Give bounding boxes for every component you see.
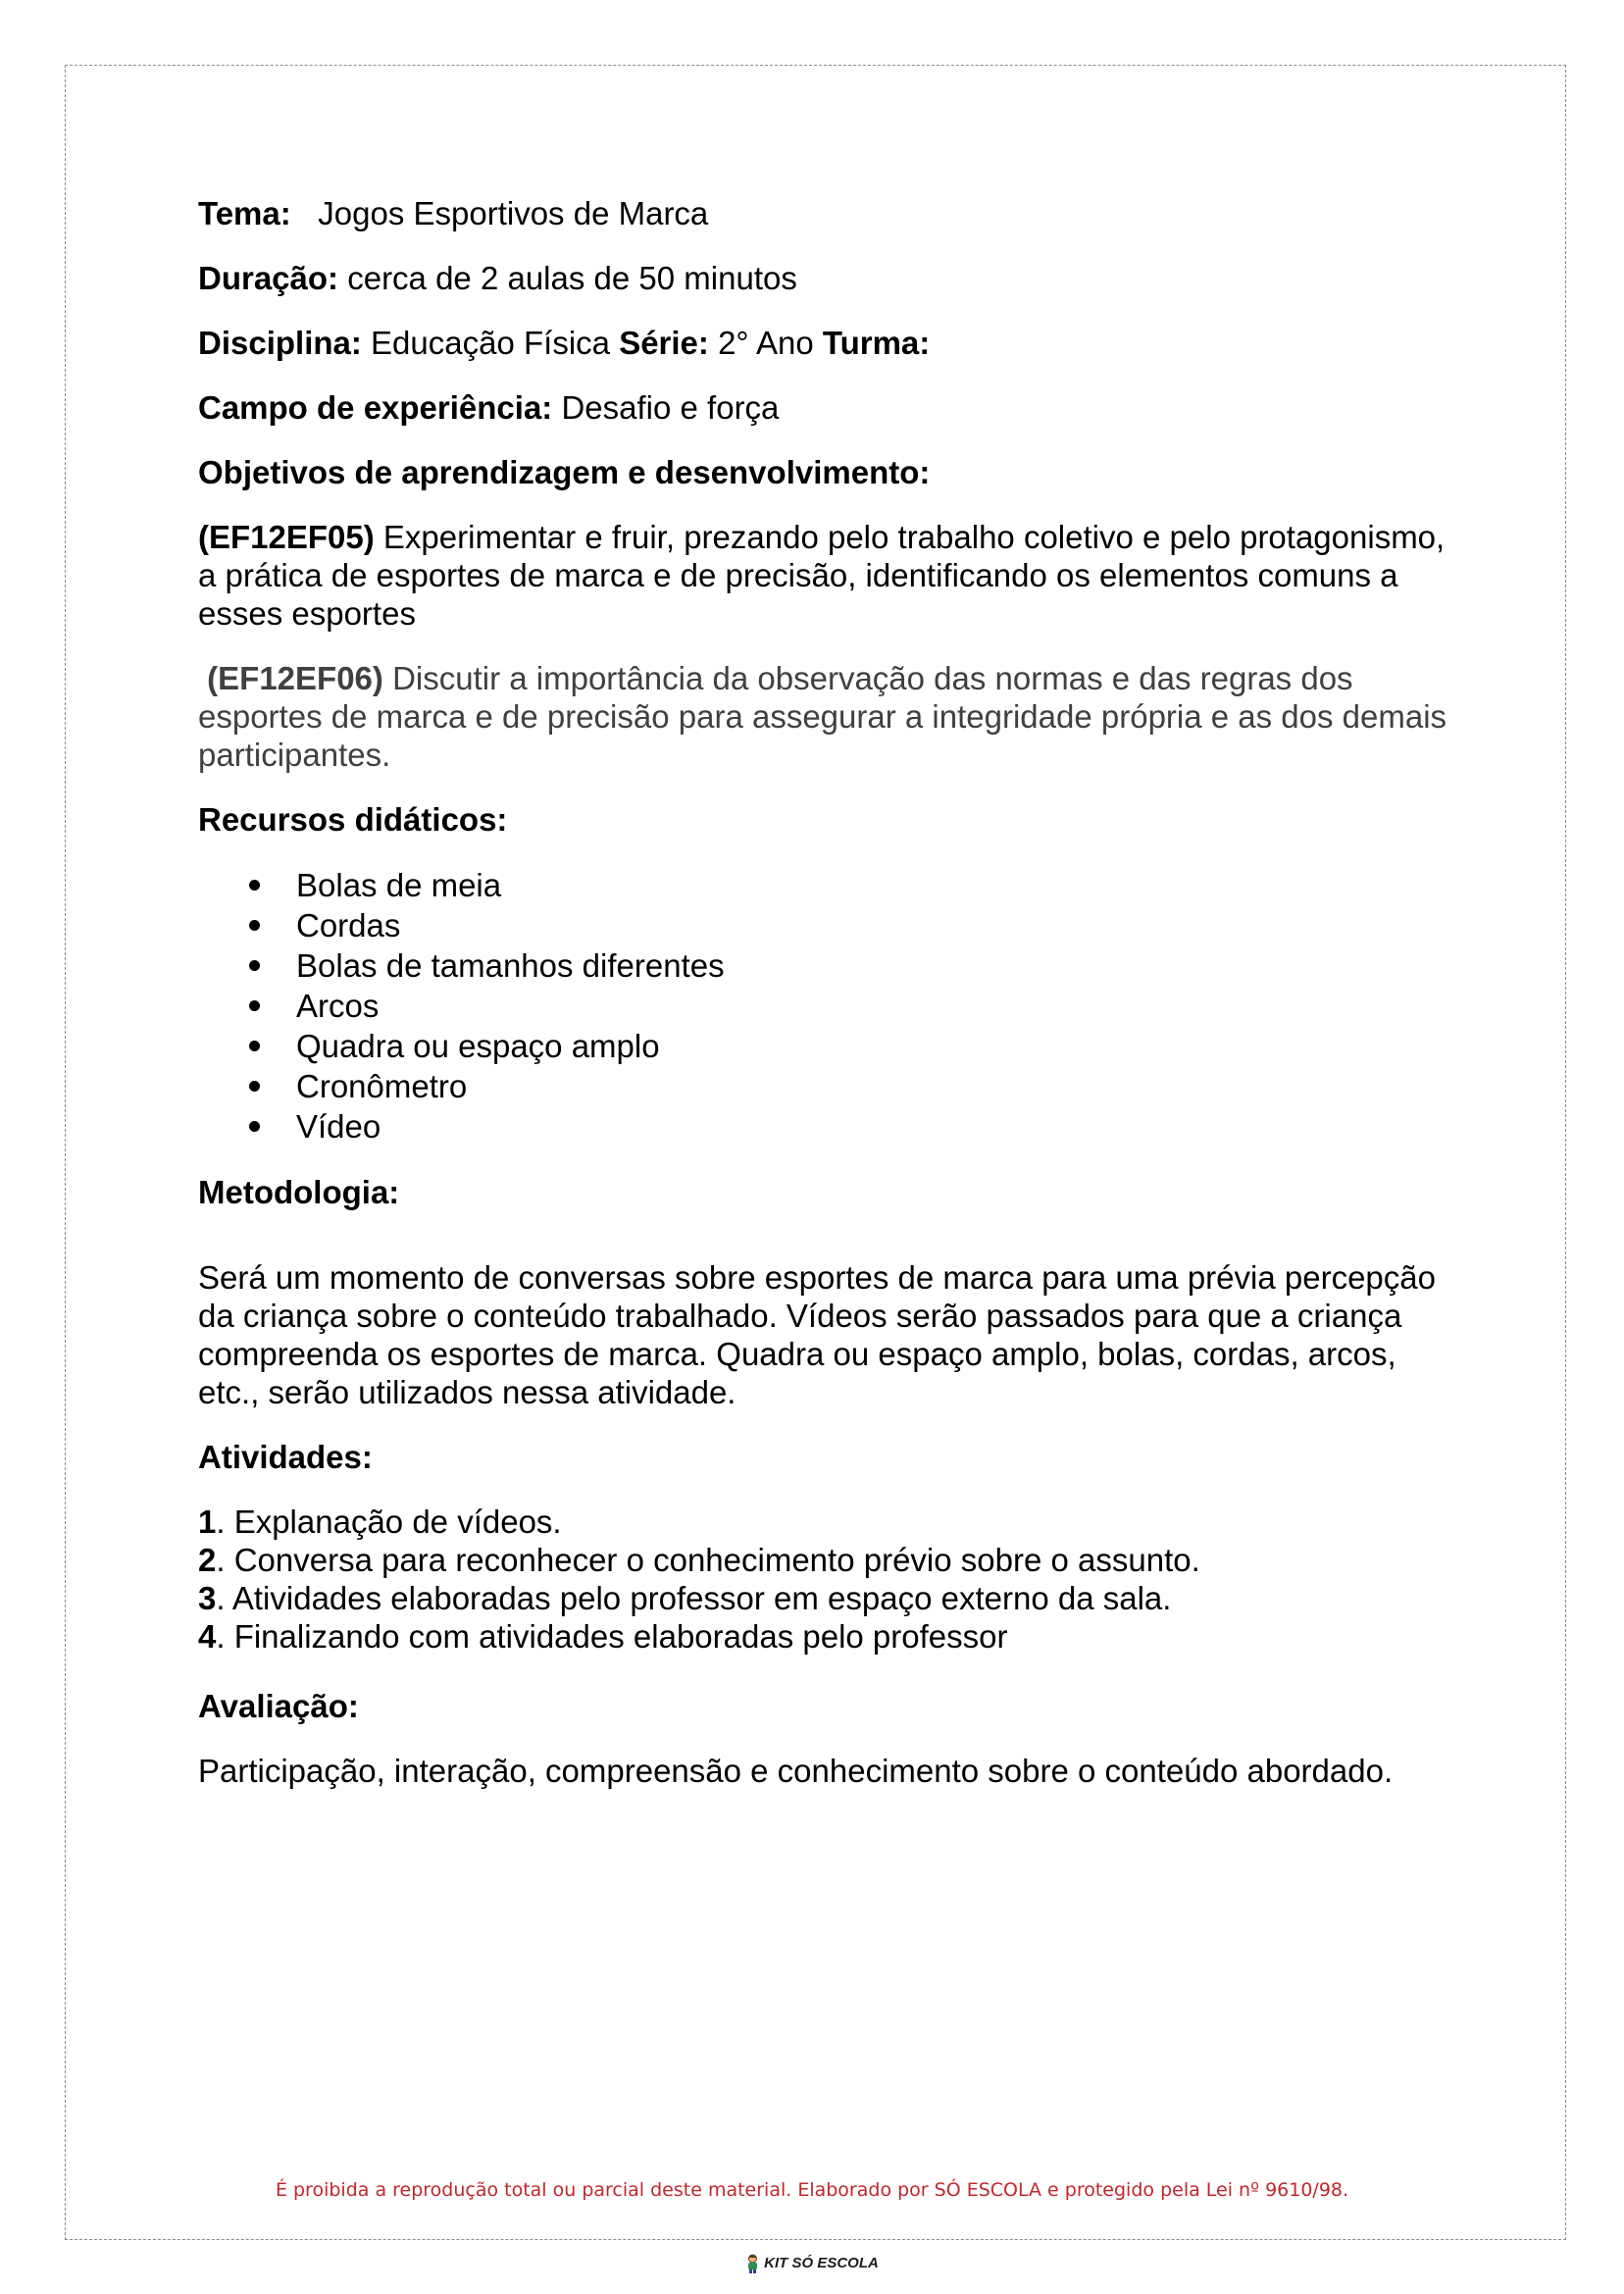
list-item-text: Cronômetro bbox=[296, 1068, 468, 1104]
atividades-title bbox=[198, 1438, 1463, 1476]
bullet-icon bbox=[249, 1000, 260, 1011]
campo-line bbox=[198, 388, 1463, 427]
list-item bbox=[198, 1026, 1463, 1066]
list-item bbox=[198, 945, 1463, 986]
disciplina-line bbox=[198, 324, 1463, 362]
brand-footer bbox=[0, 2254, 1624, 2273]
campo-value: Desafio e força bbox=[561, 389, 780, 426]
recursos-title bbox=[198, 800, 1463, 839]
tema-label: Tema: bbox=[198, 195, 291, 231]
bullet-icon bbox=[249, 1041, 260, 1051]
list-item bbox=[198, 1503, 1463, 1541]
serie-label: Série: bbox=[619, 325, 709, 361]
activity-text: . Conversa para reconhecer o conhecimento prévio sobre o assunto. bbox=[216, 1542, 1200, 1578]
duracao-line bbox=[198, 259, 1463, 297]
list-item-text: Cordas bbox=[296, 907, 401, 943]
disciplina-label: Disciplina: bbox=[198, 325, 362, 361]
objetivo-item bbox=[198, 518, 1463, 633]
atividades-title-text: Atividades: bbox=[198, 1439, 373, 1475]
objetivos-title bbox=[198, 453, 1463, 491]
bullet-icon bbox=[249, 960, 260, 971]
activity-number: 1 bbox=[198, 1504, 217, 1540]
objetivo-item bbox=[198, 659, 1463, 774]
objetivo-text: Experimentar e fruir, prezando pelo trabalho coletivo e pelo protagonismo, a prática de esportes de marca e de precisão, identificando os elementos comuns a esses esportes bbox=[198, 519, 1446, 632]
avaliacao-text: Participação, interação, compreensão e conhecimento sobre o conteúdo abordado. bbox=[198, 1753, 1394, 1789]
recursos-list bbox=[198, 865, 1463, 1147]
objetivo-text: Discutir a importância da observação das normas e das regras dos esportes de marca e de precisão para assegurar a integridade própria e as dos demais participantes. bbox=[198, 660, 1447, 773]
avaliacao-title-text: Avaliação: bbox=[198, 1688, 359, 1724]
duracao-label: Duração: bbox=[198, 260, 339, 296]
brand-text: KIT SÓ ESCOLA bbox=[764, 2254, 879, 2271]
objetivos-title-text: Objetivos de aprendizagem e desenvolvimento: bbox=[198, 454, 931, 490]
bullet-icon bbox=[249, 1081, 260, 1092]
list-item bbox=[198, 1106, 1463, 1147]
list-item bbox=[198, 905, 1463, 945]
activity-text: . Finalizando com atividades elaboradas pelo professor bbox=[216, 1618, 1008, 1655]
serie-value: 2° Ano bbox=[718, 325, 814, 361]
list-item bbox=[198, 1617, 1463, 1656]
turma-label: Turma: bbox=[822, 325, 931, 361]
list-item-text: Bolas de meia bbox=[296, 867, 502, 903]
metodologia-title-text: Metodologia: bbox=[198, 1174, 400, 1210]
recursos-title-text: Recursos didáticos: bbox=[198, 801, 508, 838]
metodologia-title bbox=[198, 1173, 1463, 1211]
list-item bbox=[198, 865, 1463, 905]
activity-text: . Explanação de vídeos. bbox=[216, 1504, 562, 1540]
list-item-text: Vídeo bbox=[296, 1108, 381, 1145]
bullet-icon bbox=[249, 880, 260, 891]
list-item-text: Arcos bbox=[296, 988, 380, 1024]
activity-number: 4 bbox=[198, 1618, 217, 1655]
bullet-icon bbox=[249, 1121, 260, 1132]
activity-number: 2 bbox=[198, 1542, 217, 1578]
activity-number: 3 bbox=[198, 1580, 217, 1616]
lesson-plan bbox=[198, 194, 1463, 1790]
list-item bbox=[198, 1066, 1463, 1106]
list-item bbox=[198, 1579, 1463, 1617]
disciplina-value: Educação Física bbox=[371, 325, 611, 361]
objetivo-code: (EF12EF06) bbox=[207, 660, 383, 696]
objetivo-code: (EF12EF05) bbox=[198, 519, 375, 555]
tema-line bbox=[198, 194, 1463, 232]
list-item-text: Bolas de tamanhos diferentes bbox=[296, 947, 725, 984]
copyright-notice: É proibida a reprodução total ou parcial deste material. Elaborado por SÓ ESCOLA e protegido pela Lei nº 9610/98. bbox=[275, 2179, 1349, 2201]
metodologia-text: Será um momento de conversas sobre esportes de marca para uma prévia percepção da criança sobre o conteúdo trabalhado. Vídeos serão passados para que a criança compreenda os esportes de marca. Quadra ou espaço amplo, bolas, cordas, arcos, etc., serão utilizados nessa atividade. bbox=[198, 1259, 1436, 1410]
list-item bbox=[198, 1541, 1463, 1579]
duracao-value: cerca de 2 aulas de 50 minutos bbox=[347, 260, 797, 296]
list-item bbox=[198, 986, 1463, 1026]
avaliacao-title bbox=[198, 1687, 1463, 1725]
campo-label: Campo de experiência: bbox=[198, 389, 553, 426]
atividades-list bbox=[198, 1503, 1463, 1656]
activity-text: . Atividades elaboradas pelo professor em espaço externo da sala. bbox=[216, 1580, 1172, 1616]
kid-logo-icon bbox=[745, 2254, 760, 2273]
bullet-icon bbox=[249, 920, 260, 931]
tema-value: Jogos Esportivos de Marca bbox=[318, 195, 709, 231]
list-item-text: Quadra ou espaço amplo bbox=[296, 1028, 660, 1064]
